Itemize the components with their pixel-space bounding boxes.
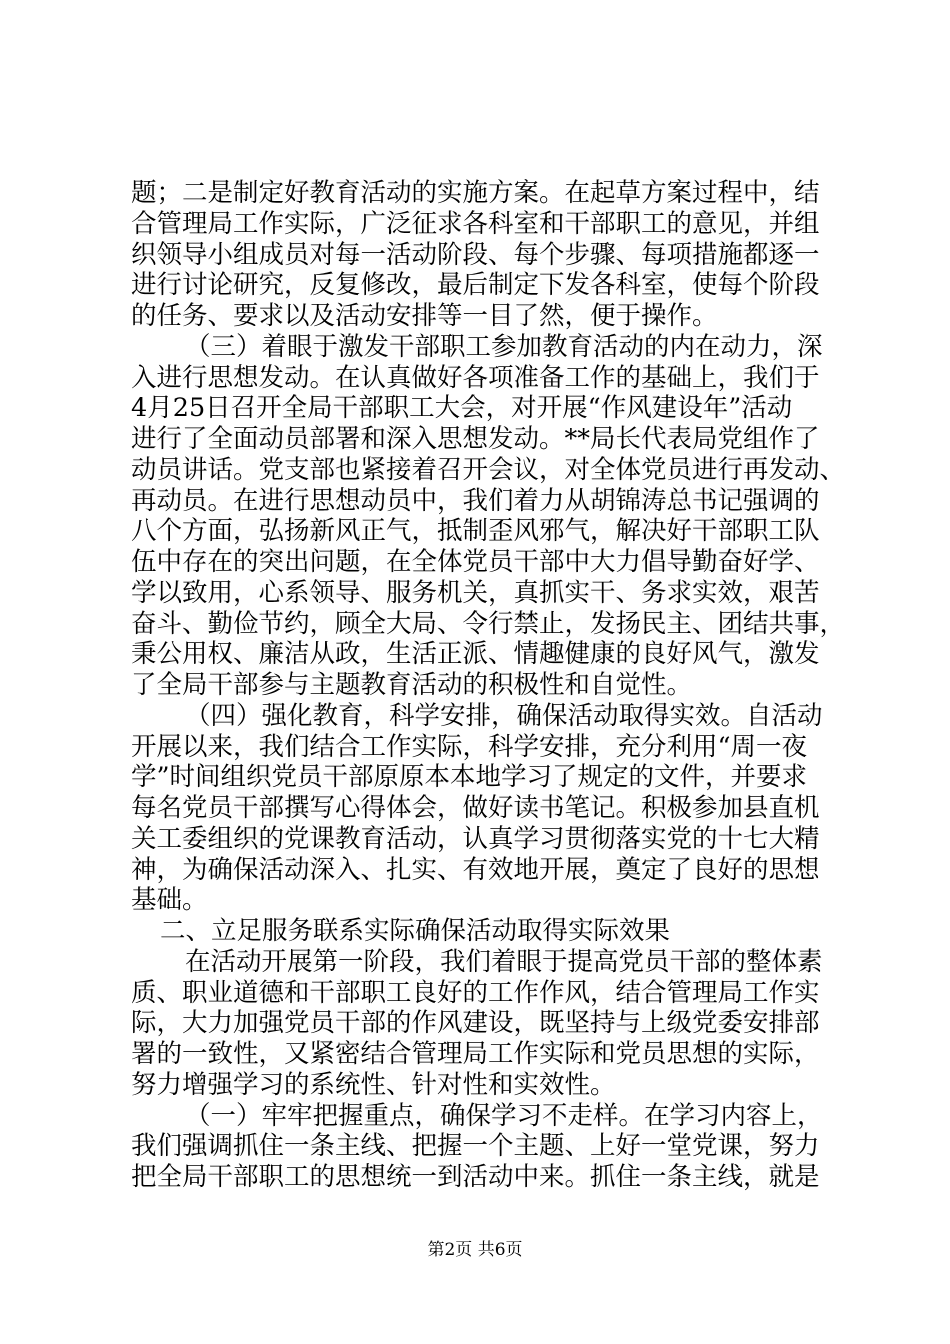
text-line: 署的一致性，又紧密结合管理局工作实际和党员思想的实际， [131, 1039, 820, 1069]
text-line: 伍中存在的突出问题，在全体党员干部中大力倡导勤奋好学、 [131, 547, 820, 577]
text-line: 再动员。在进行思想动员中，我们着力从胡锦涛总书记强调的 [131, 486, 820, 516]
text-line: 入进行思想发动。在认真做好各项准备工作的基础上，我们于 [131, 363, 820, 393]
paragraph-start-line: （三）着眼于激发干部职工参加教育活动的内在动力，深 [185, 332, 823, 362]
text-line: 每名党员干部撰写心得体会，做好读书笔记。积极参加县直机 [131, 793, 820, 823]
text-line: 开展以来，我们结合工作实际，科学安排，充分利用“周一夜 [131, 732, 808, 762]
text-line: 织领导小组成员对每一活动阶段、每个步骤、每项措施都逐一 [131, 240, 820, 270]
text-line: 动员讲话。党支部也紧接着召开会议，对全体党员进行再发动、 [131, 455, 846, 485]
text-line: 秉公用权、廉洁从政，生活正派、情趣健康的良好风气，激发 [131, 639, 820, 669]
text-line: 质、职业道德和干部职工良好的工作作风，结合管理局工作实 [131, 978, 820, 1008]
text-line: 学”时间组织党员干部原原本本地学习了规定的文件，并要求 [131, 762, 808, 792]
text-line: 神，为确保活动深入、扎实、有效地开展，奠定了良好的思想 [131, 855, 820, 885]
paragraph-start-line: （四）强化教育，科学安排，确保活动取得实效。自活动 [185, 701, 823, 731]
text-line: 学以致用，心系领导、服务机关，真抓实干、务求实效，艰苦 [131, 578, 820, 608]
text-line: 际，大力加强党员干部的作风建设，既坚持与上级党委安排部 [131, 1008, 820, 1038]
text-line: 基础。 [131, 885, 208, 915]
paragraph-start-line: 在活动开展第一阶段，我们着眼于提高党员干部的整体素 [185, 947, 823, 977]
paragraph-start-line: （一）牢牢把握重点，确保学习不走样。在学习内容上， [185, 1101, 823, 1131]
text-line: 的任务、要求以及活动安排等一目了然，便于操作。 [131, 301, 718, 331]
text-line: 我们强调抓住一条主线、把握一个主题、上好一堂党课，努力 [131, 1131, 820, 1161]
text-line: 题；二是制定好教育活动的实施方案。在起草方案过程中，结 [131, 178, 820, 208]
text-line: 进行讨论研究，反复修改，最后制定下发各科室，使每个阶段 [131, 270, 820, 300]
text-line: 进行了全面动员部署和深入思想发动。**局长代表局党组作了 [131, 424, 820, 454]
text-line: 把全局干部职工的思想统一到活动中来。抓住一条主线，就是 [131, 1162, 820, 1192]
text-line: 4月25日召开全局干部职工大会，对开展“作风建设年”活动 [131, 393, 793, 423]
text-line: 关工委组织的党课教育活动，认真学习贯彻落实党的十七大精 [131, 824, 820, 854]
text-line: 了全局干部参与主题教育活动的积极性和自觉性。 [131, 670, 693, 700]
text-line: 八个方面，弘扬新风正气，抵制歪风邪气，解决好干部职工队 [131, 516, 820, 546]
text-line: 合管理局工作实际，广泛征求各科室和干部职工的意见，并组 [131, 209, 820, 239]
text-line: 奋斗、勤俭节约，顾全大局、令行禁止，发扬民主、团结共事， [131, 609, 846, 639]
text-line: 努力增强学习的系统性、针对性和实效性。 [131, 1070, 616, 1100]
page-number-footer: 第2页 共6页 [427, 1240, 523, 1260]
section-heading: 二、立足服务联系实际确保活动取得实际效果 [160, 916, 671, 946]
